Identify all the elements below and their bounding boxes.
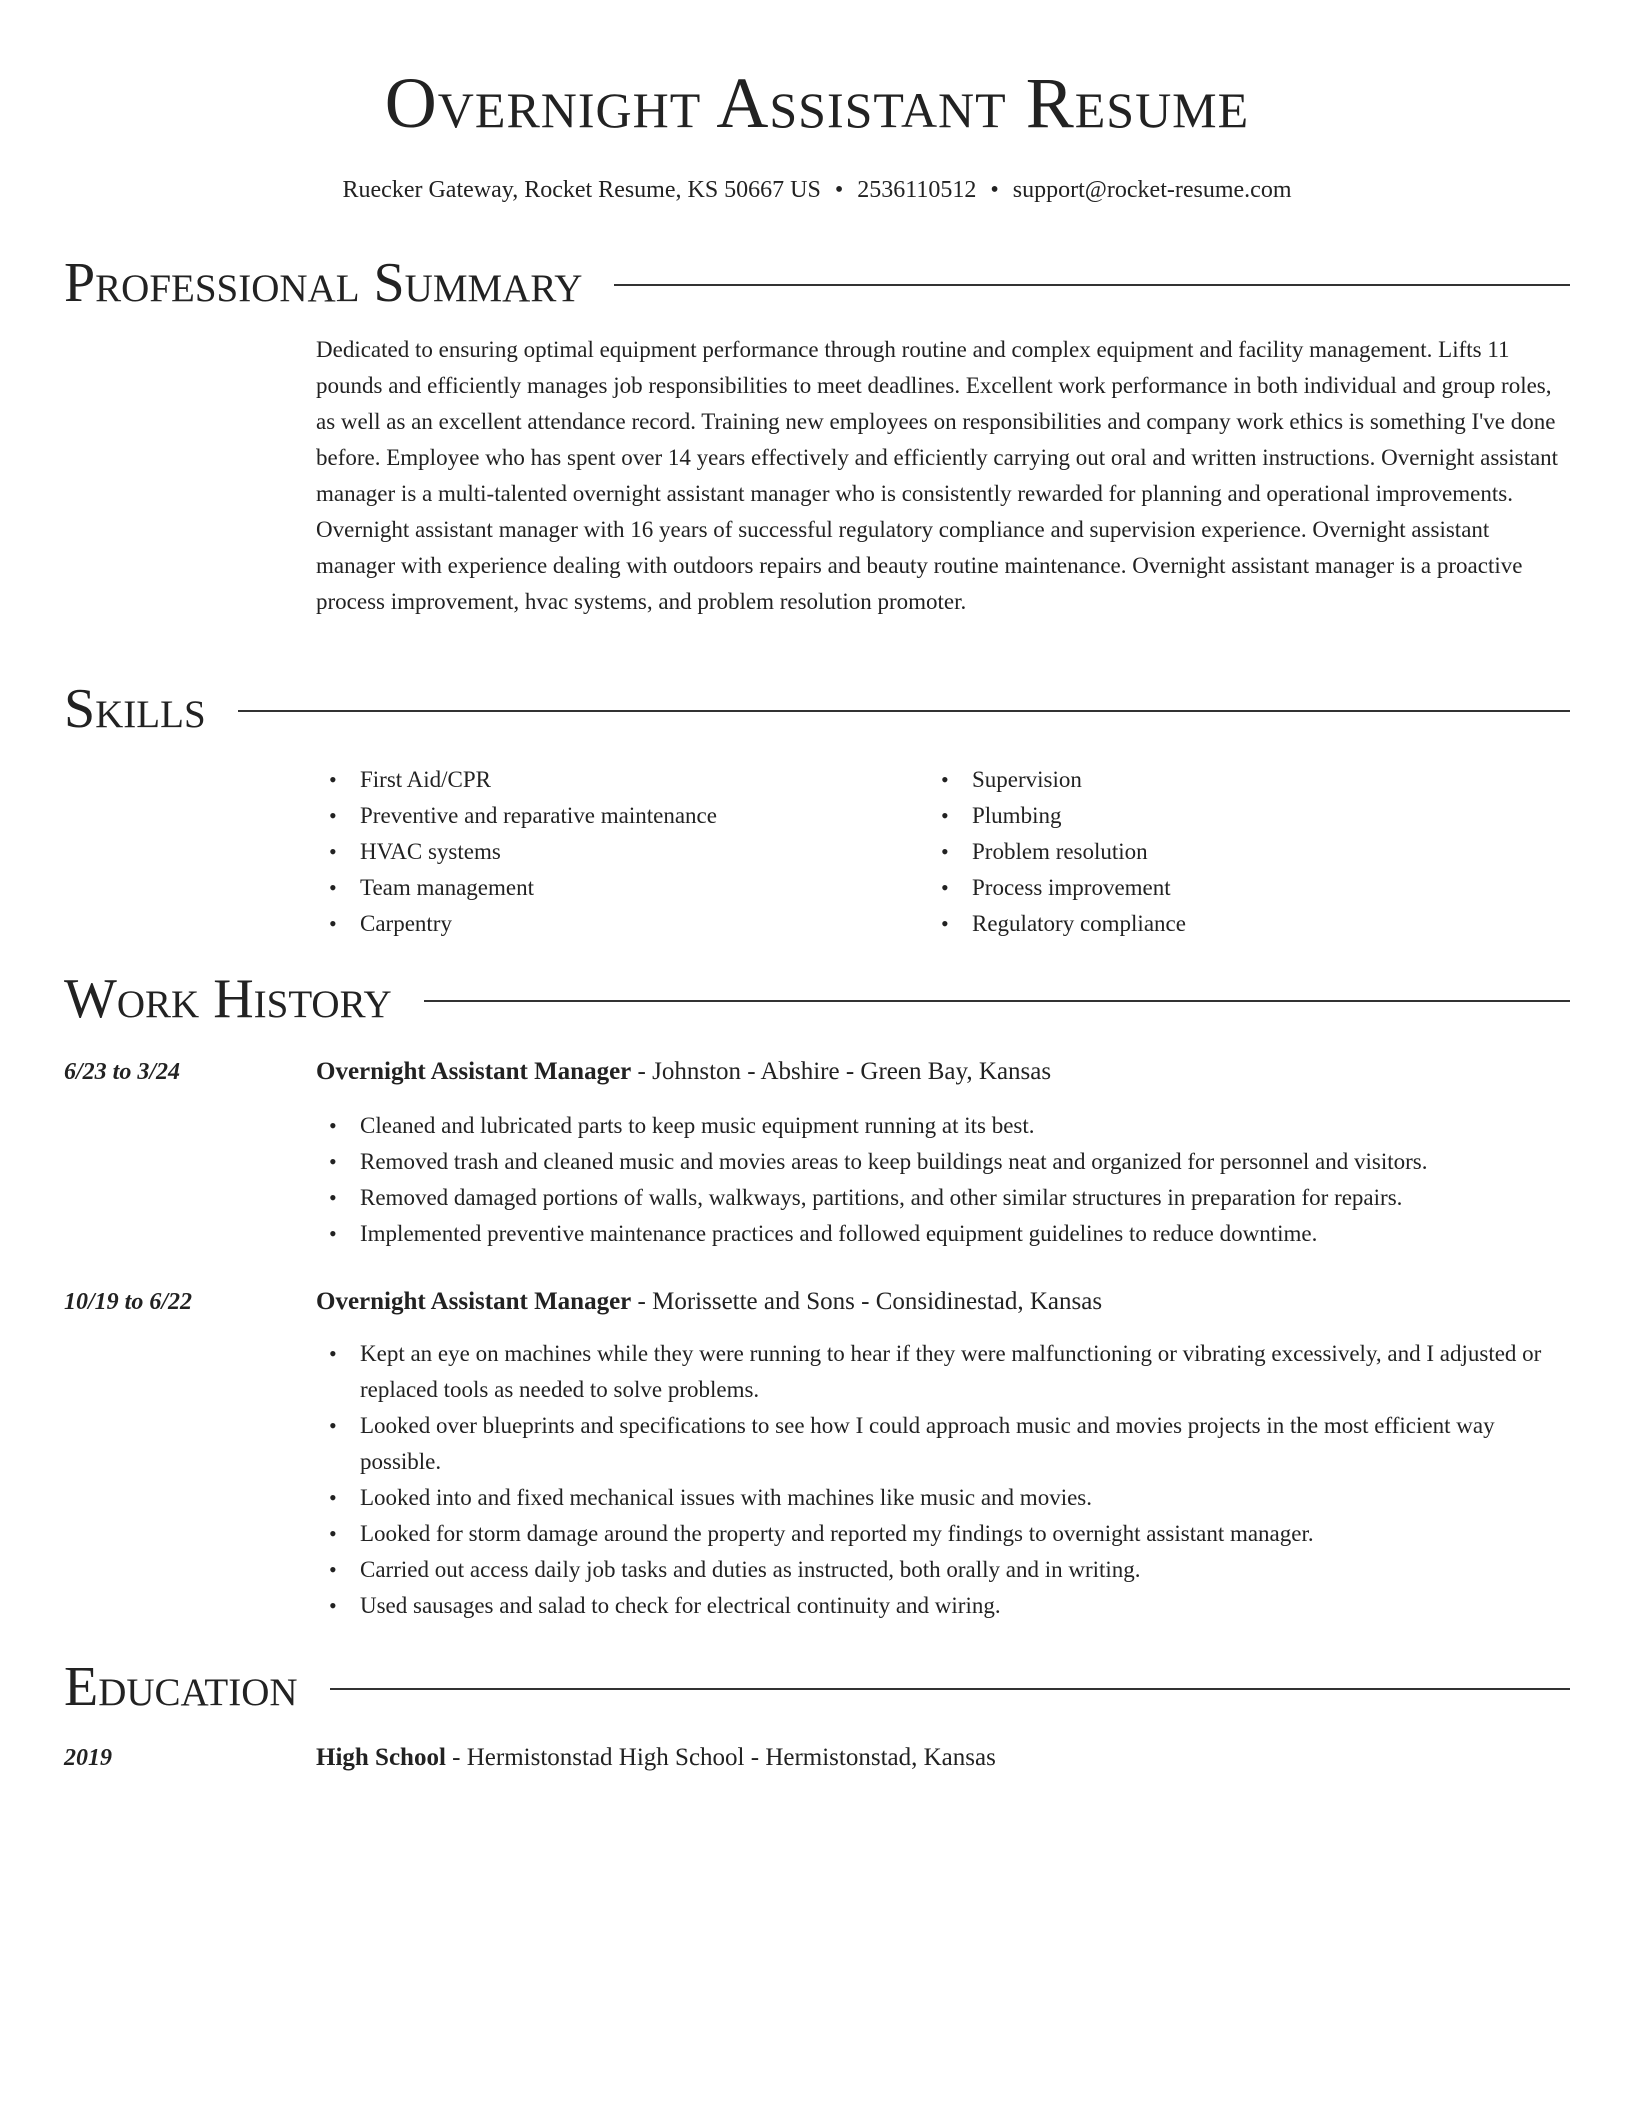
- skill-item: • Plumbing: [928, 798, 1568, 834]
- section-divider: [424, 1000, 1570, 1002]
- job-title-line: [316, 1284, 1102, 1320]
- skill-item: • First Aid/CPR: [316, 762, 926, 798]
- address: Ruecker Gateway, Rocket Resume, KS 50667 US: [342, 177, 821, 203]
- contact-line: [64, 174, 1570, 206]
- skills-list-left: [316, 762, 926, 942]
- separator-dot: •: [990, 177, 999, 203]
- skills-list-right: [928, 762, 1568, 942]
- job-role: Overnight Assistant Manager: [316, 1058, 632, 1085]
- section-header-education: [64, 1654, 1570, 1720]
- duty-item: • Cleaned and lubricated parts to keep music equipment running at its best.: [316, 1108, 1570, 1144]
- section-divider: [330, 1688, 1570, 1690]
- skill-item: • Supervision: [928, 762, 1568, 798]
- job-duties: [316, 1336, 1570, 1624]
- section-title: Professional Summary: [64, 252, 583, 314]
- skill-item: • HVAC systems: [316, 834, 926, 870]
- skill-item: • Team management: [316, 870, 926, 906]
- resume-title: Overnight Assistant Resume: [384, 63, 1250, 143]
- duty-item: • Removed trash and cleaned music and movies areas to keep buildings neat and organized for personnel and visitors.: [316, 1144, 1570, 1180]
- job-dates: 10/19 to 6/22: [64, 1289, 193, 1315]
- job-title-line: [316, 1054, 1051, 1090]
- section-header-summary: [64, 250, 1570, 316]
- phone: 2536110512: [857, 177, 977, 203]
- education-degree: High School: [316, 1744, 446, 1771]
- duty-item: • Used sausages and salad to check for electrical continuity and wiring.: [316, 1588, 1570, 1624]
- section-header-work: [64, 966, 1570, 1032]
- skill-item: • Problem resolution: [928, 834, 1568, 870]
- job-duties: [316, 1108, 1570, 1252]
- section-divider: [238, 710, 1570, 712]
- section-title: Work History: [64, 968, 392, 1030]
- job-employer: - Morissette and Sons - Considinestad, Kansas: [631, 1288, 1103, 1315]
- duty-item: • Looked for storm damage around the property and reported my findings to overnight assistant manager.: [316, 1516, 1570, 1552]
- education-date: 2019: [64, 1745, 112, 1771]
- duty-item: • Looked over blueprints and specifications to see how I could approach music and movies projects in the most efficient way possible.: [316, 1408, 1570, 1480]
- section-title: Skills: [64, 678, 206, 740]
- duty-item: • Carried out access daily job tasks and duties as instructed, both orally and in writing.: [316, 1552, 1570, 1588]
- separator-dot: •: [834, 177, 844, 203]
- education-school: - Hermistonstad High School - Hermistonstad, Kansas: [445, 1744, 996, 1771]
- skills-grid: [316, 762, 1570, 952]
- section-title: Education: [64, 1656, 298, 1718]
- section-header-skills: [64, 676, 1570, 742]
- skill-item: • Regulatory compliance: [928, 906, 1568, 942]
- education-line: [316, 1740, 996, 1776]
- job-role: Overnight Assistant Manager: [316, 1288, 632, 1315]
- section-divider: [614, 284, 1570, 286]
- job-employer: - Johnston - Abshire - Green Bay, Kansas: [631, 1058, 1052, 1085]
- email: support@rocket-resume.com: [1012, 177, 1292, 203]
- duty-item: • Looked into and fixed mechanical issues with machines like music and movies.: [316, 1480, 1570, 1516]
- duty-item: • Kept an eye on machines while they were running to hear if they were malfunctioning or vibrating excessively, and I adjusted or replaced tools as needed to solve problems.: [316, 1336, 1570, 1408]
- job-dates: 6/23 to 3/24: [64, 1059, 181, 1085]
- skill-item: • Process improvement: [928, 870, 1568, 906]
- summary-text: Dedicated to ensuring optimal equipment performance through routine and complex equipment and facility management. Lifts 11 pounds and efficiently manages job responsibilities to meet deadlines. Excellent work performance in both individual and group roles, as well as an excellent attendance record. Training new employees on responsibilities and company work ethics is something I've done before. Employee who has spent over 14 years effectively and efficiently carrying out oral and written instructions. Overnight assistant manager is a multi-talented overnight assistant manager who is consistently rewarded for planning and operational improvements. Overnight assistant manager with 16 years of successful regulatory compliance and supervision experience. Overnight assistant manager with experience dealing with outdoors repairs and beauty routine maintenance. Overnight assistant manager is a proactive process improvement, hvac systems, and problem resolution promoter.: [316, 337, 1559, 614]
- skill-item: • Carpentry: [316, 906, 926, 942]
- duty-item: • Removed damaged portions of walls, walkways, partitions, and other similar structures in preparation for repairs.: [316, 1180, 1570, 1216]
- duty-item: • Implemented preventive maintenance practices and followed equipment guidelines to reduce downtime.: [316, 1216, 1570, 1252]
- summary-block: [316, 332, 1570, 620]
- skill-item: • Preventive and reparative maintenance: [316, 798, 926, 834]
